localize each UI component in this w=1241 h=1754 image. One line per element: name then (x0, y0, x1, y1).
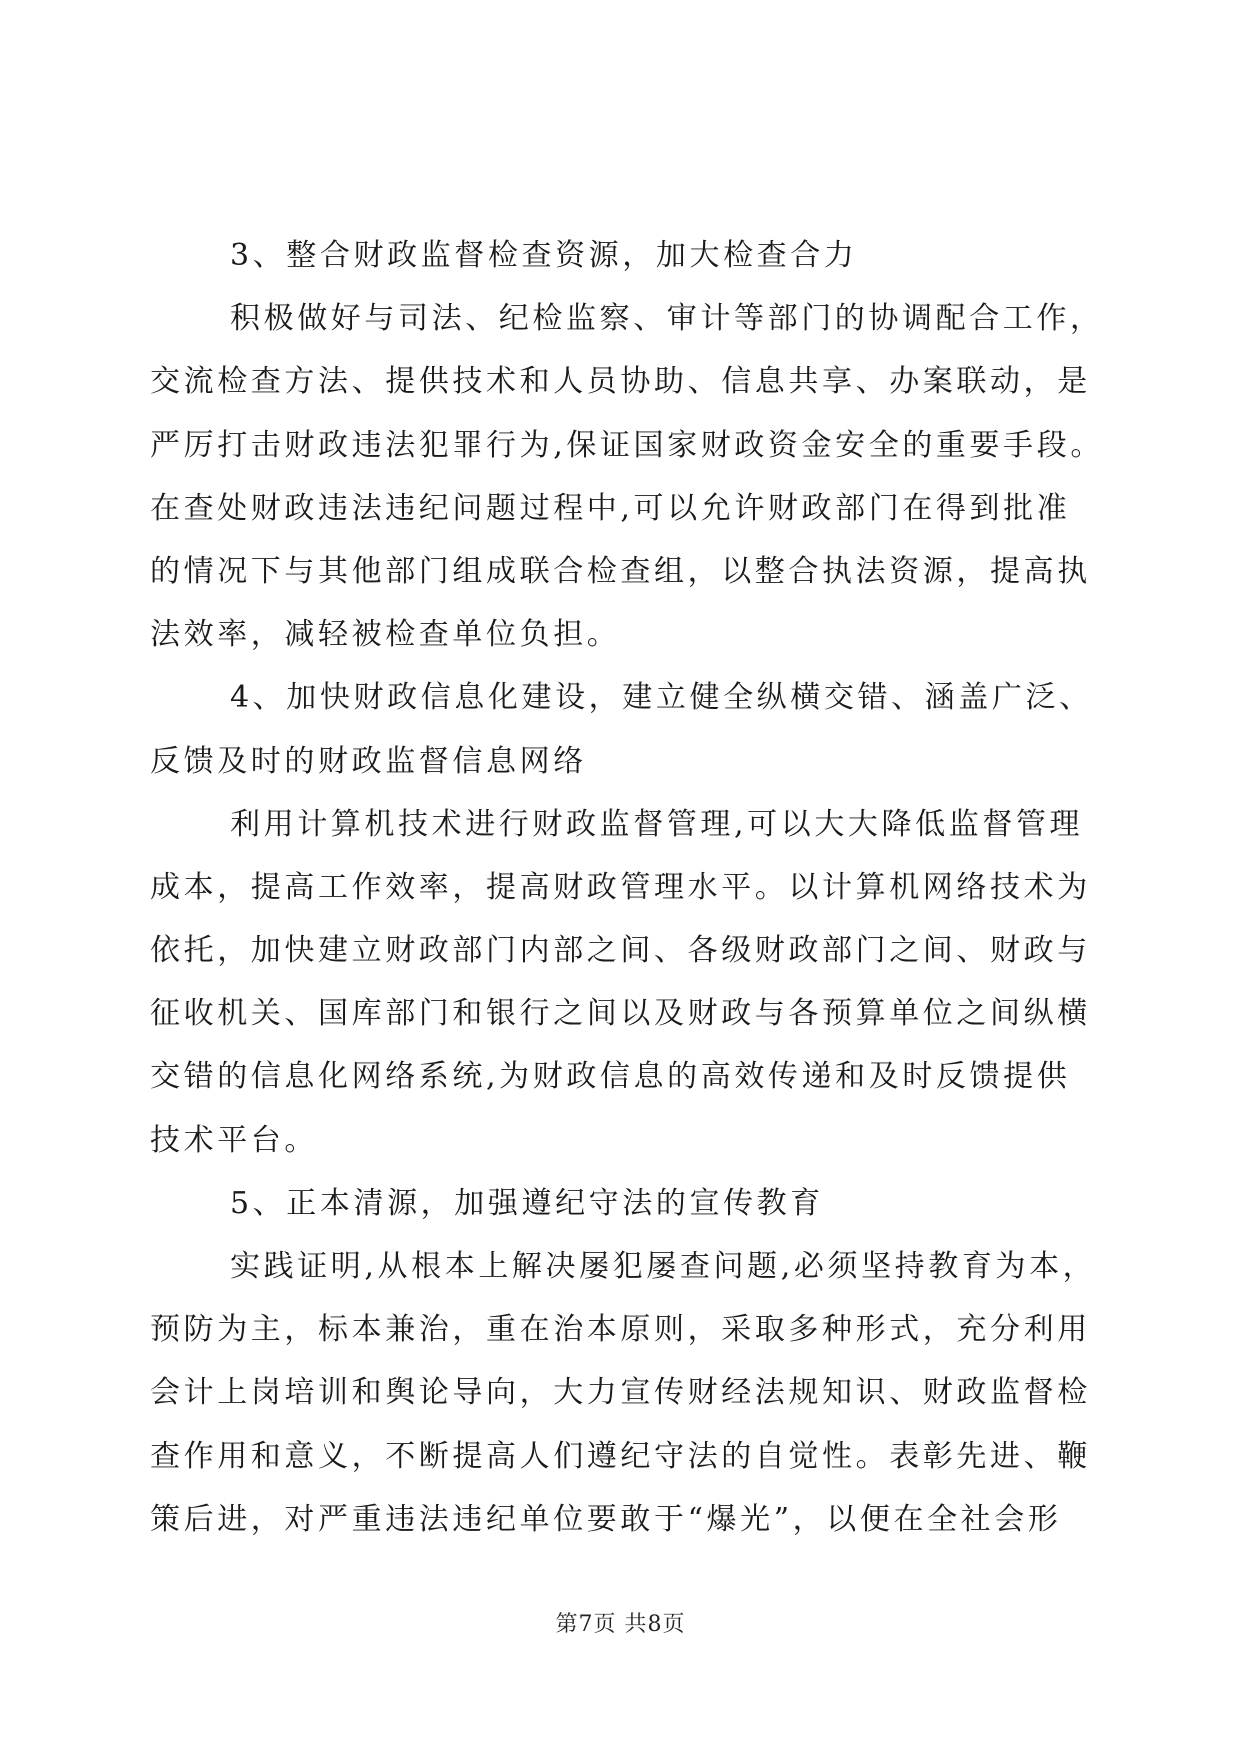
page-number-footer: 第7页 共8页 (555, 1612, 686, 1637)
paragraph-line: 交错的信息化网络系统,为财政信息的高效传递和及时反馈提供 (150, 1059, 1071, 1095)
paragraph-line: 在查处财政违法违纪问题过程中,可以允许财政部门在得到批准 (150, 490, 1071, 526)
paragraph-line: 的情况下与其他部门组成联合检查组，以整合执法资源，提高执 (150, 553, 1091, 589)
paragraph-line: 征收机关、国库部门和银行之间以及财政与各预算单位之间纵横 (150, 996, 1091, 1032)
paragraph-line: 利用计算机技术进行财政监督管理,可以大大降低监督管理 (230, 806, 1084, 842)
paragraph-line: 依托，加快建立财政部门内部之间、各级财政部门之间、财政与 (150, 933, 1091, 969)
paragraph-line: 成本，提高工作效率，提高财政管理水平。以计算机网络技术为 (150, 869, 1091, 905)
paragraph-line: 实践证明,从根本上解决屡犯屡查问题,必须坚持教育为本， (230, 1249, 1097, 1284)
paragraph-line: 法效率，减轻被检查单位负担。 (150, 617, 621, 653)
paragraph-line: 查作用和意义，不断提高人们遵纪守法的自觉性。表彰先进、鞭 (150, 1438, 1091, 1474)
paragraph-line: 严厉打击财政违法犯罪行为,保证国家财政资金安全的重要手段。 (150, 427, 1104, 463)
section-heading-3: 3、整合财政监督检查资源，加大检查合力 (230, 238, 858, 273)
paragraph-line: 技术平台。 (150, 1122, 318, 1158)
section-heading-4: 4、加快财政信息化建设，建立健全纵横交错、涵盖广泛、 (230, 680, 1093, 716)
paragraph-line: 预防为主，标本兼治，重在治本原则，采取多种形式，充分利用 (150, 1312, 1091, 1348)
paragraph-line: 会计上岗培训和舆论导向，大力宣传财经法规知识、财政监督检 (150, 1375, 1091, 1411)
paragraph-line: 交流检查方法、提供技术和人员协助、信息共享、办案联动，是 (150, 364, 1091, 400)
paragraph-line: 策后进，对严重违法违纪单位要敢于“爆光”，以便在全社会形 (150, 1501, 1062, 1537)
section-heading-4-continued: 反馈及时的财政监督信息网络 (150, 743, 587, 779)
paragraph-line: 积极做好与司法、纪检监察、审计等部门的协调配合工作， (230, 301, 1104, 337)
section-heading-5: 5、正本清源，加强遵纪守法的宣传教育 (230, 1185, 824, 1221)
document-body (150, 224, 1104, 1551)
